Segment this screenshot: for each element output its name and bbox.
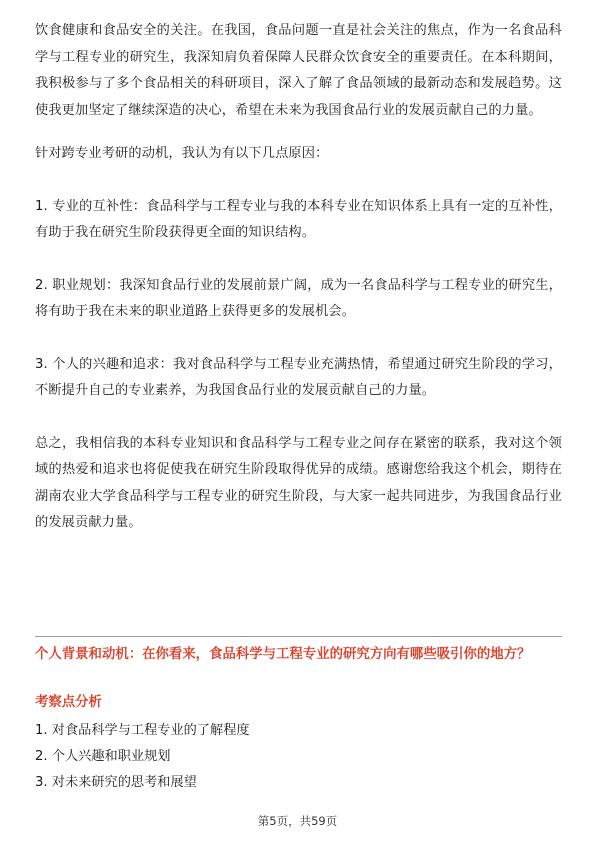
question-heading: 个人背景和动机：在你看来，食品科学与工程专业的研究方向有哪些吸引你的地方？: [35, 647, 531, 662]
paragraph-intro: 饮食健康和食品安全的关注。在我国，食品问题一直是社会关注的焦点，作为一名食品科学与工程专业的研究生，我深知肩负着保障人民群众饮食安全的重要责任。在本科期间，我积极参与了多个食品相关的科研项目，深入了解了食品领域的最新动态和发展趋势。这使我更加坚定了继续深造的决心，希望在未来为我国食品行业的发展贡献自己的力量。: [35, 23, 562, 118]
analysis-point: 2. 个人兴趣和职业规划: [35, 749, 171, 764]
reason-item-2: 2. 职业规划：我深知食品行业的发展前景广阔，成为一名食品科学与工程专业的研究生，将有助于我在未来的职业道路上获得更多的发展机会。: [35, 277, 562, 319]
answer-body: [35, 18, 562, 537]
analysis-heading: 考察点分析: [35, 695, 102, 710]
paragraph-lead: 针对跨专业考研的动机，我认为有以下几点原因：: [35, 146, 329, 161]
analysis-points: [35, 718, 562, 796]
reason-item-3: 3. 个人的兴趣和追求：我对食品科学与工程专业充满热情，希望通过研究生阶段的学习，不断提升自己的专业素养，为我国食品行业的发展贡献自己的力量。: [35, 356, 562, 398]
analysis-point: 1. 对食品科学与工程专业的了解程度: [35, 723, 250, 738]
paragraph-summary: 总之，我相信我的本科专业知识和食品科学与工程专业之间存在紧密的联系，我对这个领域的热爱和追求也将促使我在研究生阶段取得优异的成绩。感谢您给我这个机会，期待在湖南农业大学食品科学与工程专业的研究生阶段，与大家一起共同进步，为我国食品行业的发展贡献力量。: [35, 435, 562, 530]
page-number: 第5页，共59页: [257, 814, 338, 828]
section-divider: [35, 636, 562, 637]
reason-item-1: 1. 专业的互补性：食品科学与工程专业与我的本科专业在知识体系上具有一定的互补性，有助于我在研究生阶段获得更全面的知识结构。: [35, 198, 562, 240]
analysis-point: 3. 对未来研究的思考和展望: [35, 775, 197, 790]
